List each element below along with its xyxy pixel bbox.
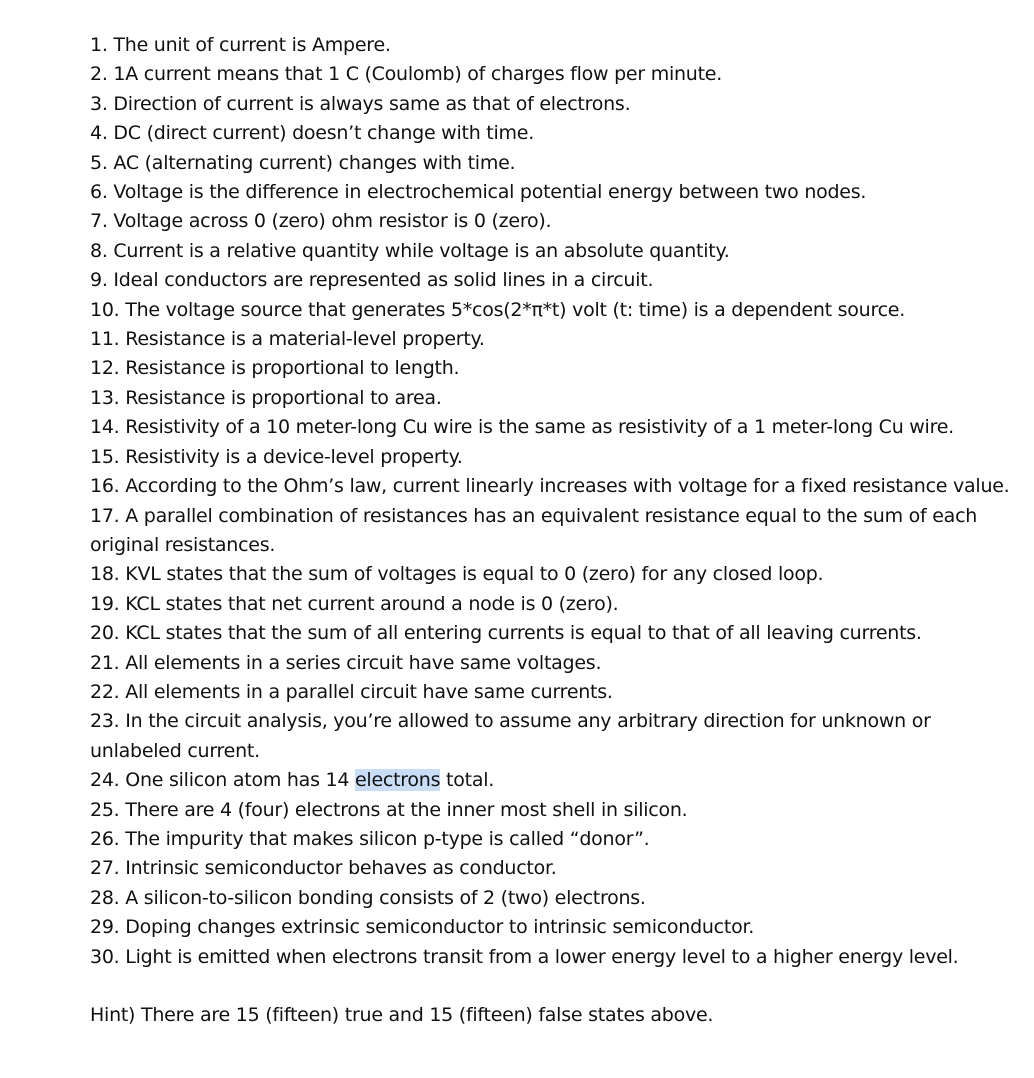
statement-7: 7. Voltage across 0 (zero) ohm resistor is 0 (zero). — [90, 210, 552, 233]
statement-10: 10. The voltage source that generates 5*cos(2*π*t) volt (t: time) is a dependent source. — [90, 298, 906, 321]
document-body — [90, 31, 1020, 1031]
statement-11: 11. Resistance is a material-level property. — [90, 328, 485, 351]
statement-26: 26. The impurity that makes silicon p-type is called “donor”. — [90, 827, 650, 850]
statement-17: 17. A parallel combination of resistances has an equivalent resistance equal to the sum of each original resistances. — [90, 504, 978, 556]
statement-12: 12. Resistance is proportional to length. — [90, 357, 460, 380]
statement-23: 23. In the circuit analysis, you’re allowed to assume any arbitrary direction for unknown or unlabeled current. — [90, 710, 931, 762]
statement-20: 20. KCL states that the sum of all entering currents is equal to that of all leaving currents. — [90, 622, 922, 645]
statement-5: 5. AC (alternating current) changes with time. — [90, 151, 516, 174]
statement-14: 14. Resistivity of a 10 meter-long Cu wire is the same as resistivity of a 1 meter-long Cu wire. — [90, 416, 954, 439]
statement-21: 21. All elements in a series circuit have same voltages. — [90, 651, 602, 674]
statement-4: 4. DC (direct current) doesn’t change with time. — [90, 122, 534, 145]
statement-29: 29. Doping changes extrinsic semiconductor to intrinsic semiconductor. — [90, 916, 755, 939]
statement-24 — [90, 766, 1020, 795]
statement-2: 2. 1A current means that 1 C (Coulomb) of charges flow per minute. — [90, 63, 722, 86]
statement-28: 28. A silicon-to-silicon bonding consists of 2 (two) electrons. — [90, 886, 646, 909]
statement-30: 30. Light is emitted when electrons transit from a lower energy level to a higher energy level. — [90, 945, 959, 968]
statement-13: 13. Resistance is proportional to area. — [90, 386, 442, 409]
statement-27: 27. Intrinsic semiconductor behaves as conductor. — [90, 857, 557, 880]
statement-19: 19. KCL states that net current around a node is 0 (zero). — [90, 592, 619, 615]
statement-8: 8. Current is a relative quantity while voltage is an absolute quantity. — [90, 239, 730, 262]
statement-9: 9. Ideal conductors are represented as solid lines in a circuit. — [90, 269, 654, 292]
statement-25: 25. There are 4 (four) electrons at the inner most shell in silicon. — [90, 798, 688, 821]
hint-text: Hint) There are 15 (fifteen) true and 15 (fifteen) false states above. — [90, 1004, 714, 1027]
selected-text-highlight[interactable]: electrons — [354, 769, 441, 792]
statement-16: 16. According to the Ohm’s law, current linearly increases with voltage for a fixed resistance value. — [90, 475, 1010, 498]
statement-15: 15. Resistivity is a device-level property. — [90, 445, 463, 468]
statement-6: 6. Voltage is the difference in electrochemical potential energy between two nodes. — [90, 181, 867, 204]
statement-24-after: total. — [440, 769, 495, 792]
statement-3: 3. Direction of current is always same as that of electrons. — [90, 92, 631, 115]
statement-22: 22. All elements in a parallel circuit have same currents. — [90, 680, 613, 703]
statement-18: 18. KVL states that the sum of voltages is equal to 0 (zero) for any closed loop. — [90, 563, 824, 586]
statement-24-before: 24. One silicon atom has 14 — [90, 769, 355, 792]
statement-1: 1. The unit of current is Ampere. — [90, 34, 391, 56]
